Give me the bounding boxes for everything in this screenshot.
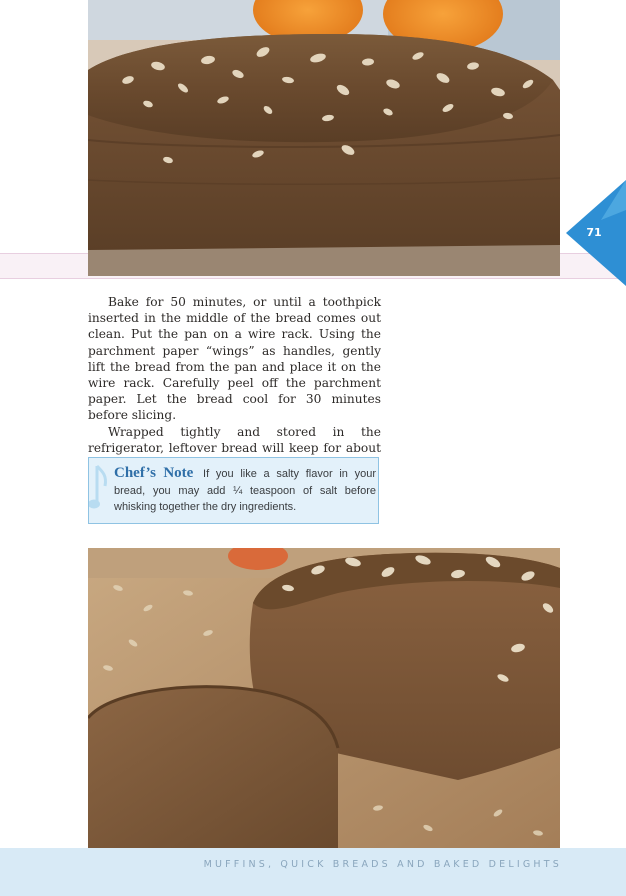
- music-note-icon: [89, 462, 109, 522]
- paragraph: Wrapped tightly and stored in the refrigerator, leftover bread will keep for about: [88, 424, 381, 455]
- paragraph: Bake for 50 minutes, or until a toothpick inserted in the middle of the bread comes out clean. Put the pan on a wire rack. Using the parchment paper “wings” as handles, gently lift the bread from the pan and place it on the wire rack. Carefully peel off the parchment paper. Let the bread cool for 30 minutes before slicing.: [88, 295, 381, 423]
- chefs-note-text: [114, 465, 376, 516]
- page-number: 71: [586, 226, 602, 239]
- chefs-note-body: If you like a salty flavor in your bread, you may add ¼ teaspoon of salt before whisking together the dry ingredients.: [114, 468, 376, 513]
- bread-loaf-photo: [88, 0, 560, 276]
- sliced-bread-photo: [88, 548, 560, 848]
- chefs-note-title: Chef’s Note: [114, 465, 194, 481]
- recipe-body-text: [88, 294, 381, 472]
- running-title: MUFFINS, QUICK BREADS AND BAKED DELIGHTS: [203, 859, 562, 870]
- chefs-note-box: [88, 457, 379, 524]
- page-footer: [0, 848, 626, 896]
